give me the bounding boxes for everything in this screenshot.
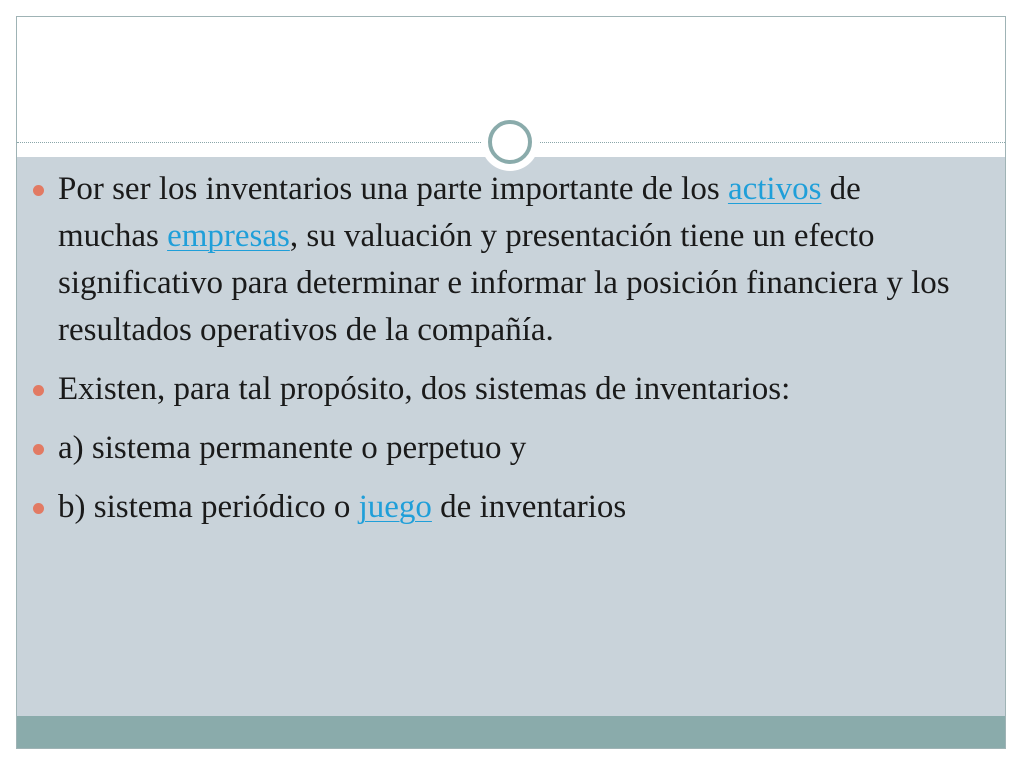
bullet-list (30, 166, 960, 543)
link-activos[interactable]: activos (727, 171, 822, 207)
bullet-item-2 (30, 366, 960, 413)
bullet-text: Existen, para tal propósito, dos sistemas de inventarios: (58, 371, 791, 407)
bullet-dot-icon (33, 385, 44, 396)
bullet-text: de muchas (58, 171, 861, 254)
bullet-text: a) sistema permanente o perpetuo y (58, 430, 527, 466)
footer-band (17, 716, 1005, 749)
bullet-text: de inventarios (431, 489, 627, 525)
link-juego[interactable]: juego (358, 489, 432, 525)
bullet-text: Por ser los inventarios una parte importante de los (58, 171, 728, 207)
circle-ornament-icon (481, 113, 539, 171)
bullet-dot-icon (33, 503, 44, 514)
bullet-dot-icon (33, 185, 44, 196)
bullet-dot-icon (33, 444, 44, 455)
bullet-text: , su valuación y presentación tiene un efecto significativo para determinar e informar la posición financiera y los resultados operativos de la compañía. (58, 218, 950, 348)
bullet-text: b) sistema periódico o (58, 489, 359, 525)
bullet-item-4 (30, 484, 960, 531)
bullet-item-3 (30, 425, 960, 472)
link-empresas[interactable]: empresas (167, 218, 290, 254)
ring-icon (488, 120, 532, 164)
bullet-item-1 (30, 166, 960, 354)
